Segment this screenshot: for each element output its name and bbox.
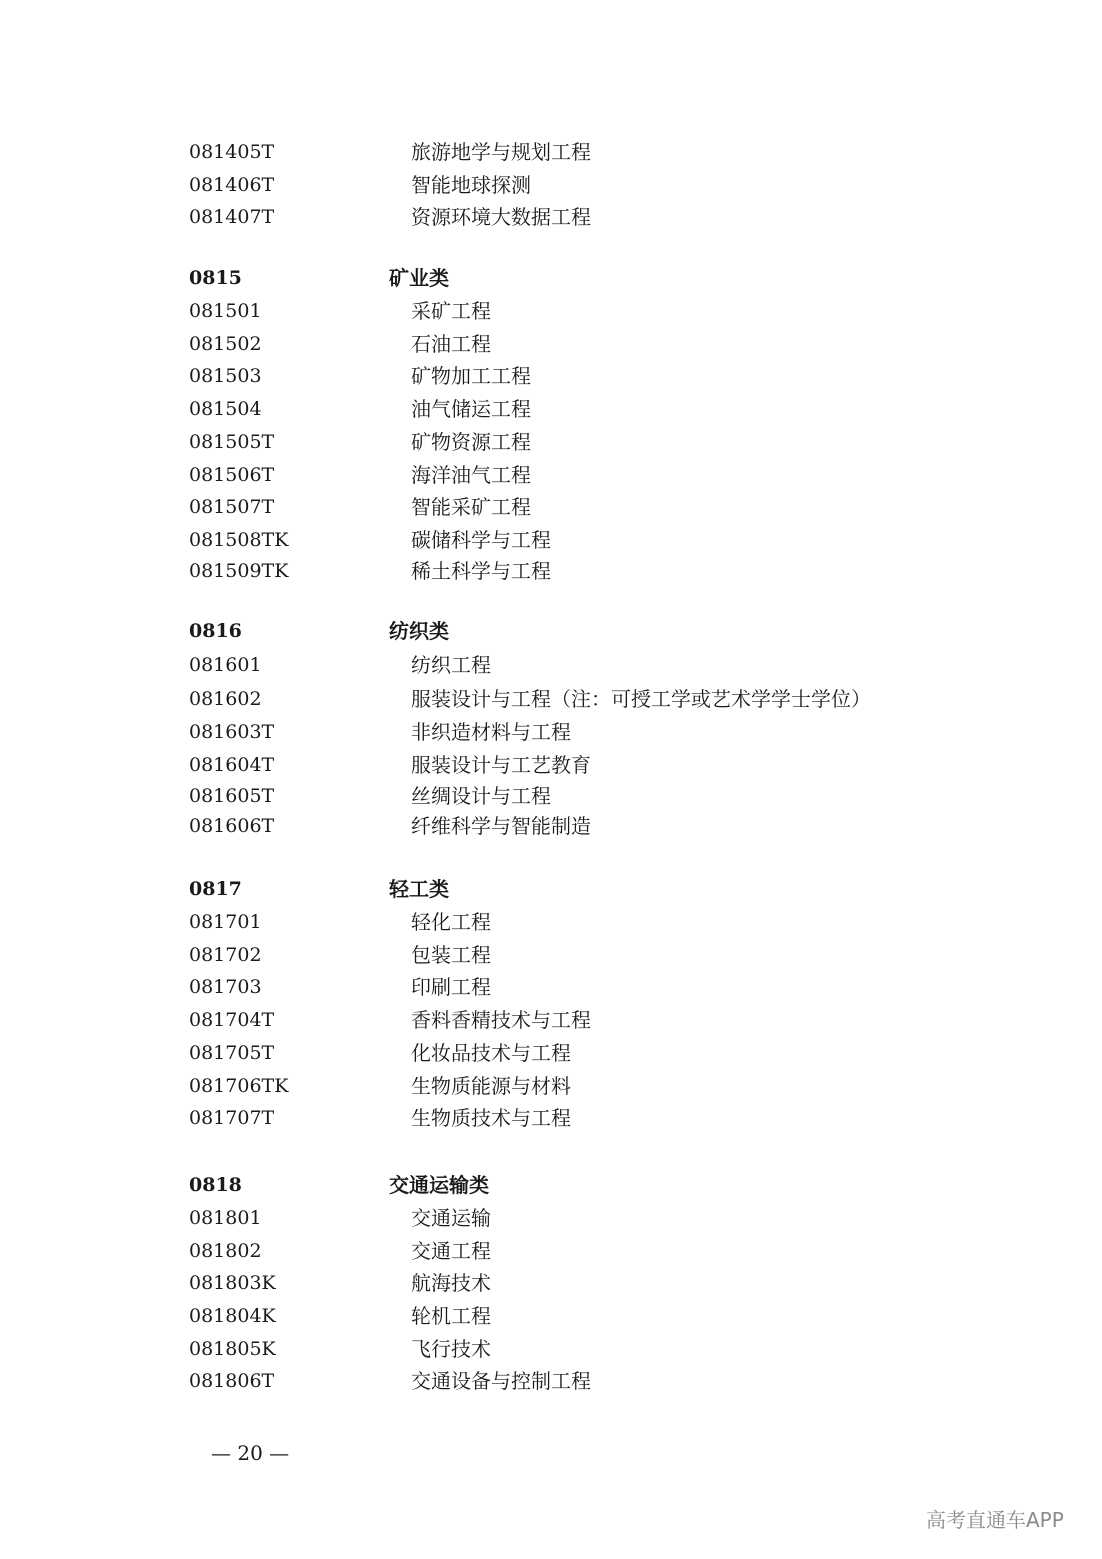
major-row [0,525,1102,555]
major-row [0,650,1102,680]
major-code: 081506T [189,464,275,486]
major-row [0,1268,1102,1298]
major-code: 081701 [189,911,262,933]
page-number: — 20 — [211,1441,290,1465]
major-name: 油气储运工程 [411,397,531,421]
major-code: 081505T [189,431,275,453]
major-name: 采矿工程 [411,299,491,323]
major-code: 081407T [189,206,275,228]
major-name: 印刷工程 [411,975,491,999]
major-row [0,1301,1102,1331]
major-name: 轻化工程 [411,910,491,934]
major-row [0,556,1102,586]
major-name: 交通工程 [411,1239,491,1263]
major-row [0,1334,1102,1364]
major-name: 服装设计与工艺教育 [411,753,591,777]
category-name: 交通运输类 [389,1173,489,1197]
major-row [0,972,1102,1002]
major-row [0,296,1102,326]
major-name: 碳储科学与工程 [411,528,551,552]
major-row [0,1236,1102,1266]
category-name: 矿业类 [389,266,449,290]
major-row [0,811,1102,841]
major-row [0,1366,1102,1396]
major-name: 非织造材料与工程 [411,720,571,744]
major-name: 生物质能源与材料 [411,1074,571,1098]
major-name: 智能采矿工程 [411,495,531,519]
major-name: 化妆品技术与工程 [411,1041,571,1065]
major-name: 海洋油气工程 [411,463,531,487]
major-code: 081501 [189,300,262,322]
major-row [0,460,1102,490]
major-row [0,492,1102,522]
major-code: 081804K [189,1305,276,1327]
major-code: 081703 [189,976,262,998]
major-code: 081509TK [189,560,289,582]
major-name: 飞行技术 [411,1337,491,1361]
major-row [0,750,1102,780]
major-name: 智能地球探测 [411,173,531,197]
major-code: 081801 [189,1207,262,1229]
major-row [0,361,1102,391]
watermark: 高考直通车APP [926,1508,1064,1532]
major-code: 081503 [189,365,262,387]
major-name: 交通设备与控制工程 [411,1369,591,1393]
major-name: 石油工程 [411,332,491,356]
major-code: 081601 [189,654,262,676]
major-row [0,684,1102,714]
major-name: 交通运输 [411,1206,491,1230]
major-name: 服装设计与工程（注：可授工学或艺术学学士学位） [411,687,871,711]
major-code: 081508TK [189,529,289,551]
major-code: 081803K [189,1272,276,1294]
major-name: 稀土科学与工程 [411,559,551,583]
major-code: 081604T [189,754,275,776]
major-row [0,137,1102,167]
category-code: 0818 [189,1174,242,1196]
major-name: 矿物资源工程 [411,430,531,454]
major-code: 081702 [189,944,262,966]
major-code: 081704T [189,1009,275,1031]
major-row [0,717,1102,747]
major-name: 包装工程 [411,943,491,967]
major-code: 081706TK [189,1075,289,1097]
major-row [0,1071,1102,1101]
major-code: 081605T [189,785,275,807]
major-row [0,907,1102,937]
major-code: 081502 [189,333,262,355]
major-name: 纺织工程 [411,653,491,677]
major-row [0,781,1102,811]
major-code: 081405T [189,141,275,163]
major-name: 矿物加工工程 [411,364,531,388]
major-code: 081504 [189,398,262,420]
major-row [0,1038,1102,1068]
major-row [0,329,1102,359]
major-row [0,1005,1102,1035]
major-code: 081406T [189,174,275,196]
major-code: 081707T [189,1107,275,1129]
category-code: 0816 [189,620,242,642]
category-row [0,1170,1102,1200]
category-row [0,874,1102,904]
major-code: 081603T [189,721,275,743]
major-row [0,940,1102,970]
major-name: 轮机工程 [411,1304,491,1328]
major-row [0,427,1102,457]
major-code: 081805K [189,1338,276,1360]
major-name: 旅游地学与规划工程 [411,140,591,164]
major-name: 丝绸设计与工程 [411,784,551,808]
major-code: 081802 [189,1240,262,1262]
category-row [0,263,1102,293]
major-code: 081507T [189,496,275,518]
major-row [0,1103,1102,1133]
category-row [0,616,1102,646]
major-name: 香料香精技术与工程 [411,1008,591,1032]
major-row [0,170,1102,200]
major-code: 081806T [189,1370,275,1392]
category-code: 0817 [189,878,242,900]
major-row [0,1203,1102,1233]
major-name: 资源环境大数据工程 [411,205,591,229]
category-code: 0815 [189,267,242,289]
major-code: 081705T [189,1042,275,1064]
major-row [0,202,1102,232]
major-name: 航海技术 [411,1271,491,1295]
major-code: 081602 [189,688,262,710]
major-name: 生物质技术与工程 [411,1106,571,1130]
major-code: 081606T [189,815,275,837]
major-name: 纤维科学与智能制造 [411,814,591,838]
category-name: 纺织类 [389,619,449,643]
category-name: 轻工类 [389,877,449,901]
major-row [0,394,1102,424]
